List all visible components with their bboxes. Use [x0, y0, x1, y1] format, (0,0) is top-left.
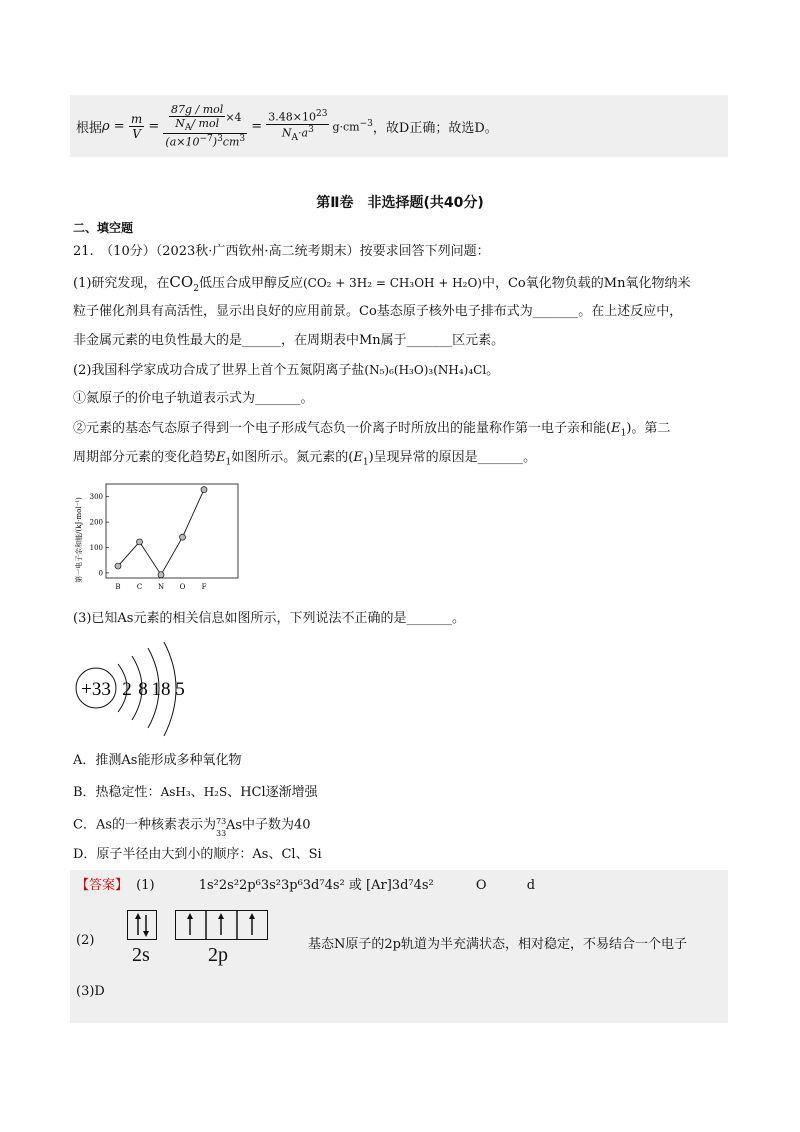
avogadro-per-mol: [169, 117, 225, 133]
x-tick-label: N: [157, 583, 165, 591]
na-symbol: N: [175, 117, 185, 131]
result-numerator: [266, 109, 329, 125]
as-atomic-structure-diagram: [74, 640, 194, 740]
m-over-v: [129, 112, 144, 141]
nuclide-atomic-number: 33: [216, 829, 227, 838]
result-num-exp: 23: [316, 109, 328, 120]
shell-2-count: 8: [138, 679, 148, 700]
e1-symbol-2: E: [216, 450, 226, 465]
main-fraction: [163, 103, 247, 149]
as-nuclide: [216, 814, 242, 836]
data-point: [137, 539, 143, 545]
chart-ylabel: 第一电子亲和能/(kJ·mol⁻¹): [75, 497, 83, 583]
main-numerator: [163, 103, 247, 134]
answer-part1-label: (1): [136, 878, 155, 893]
equals-sign-2: =: [144, 118, 164, 134]
chart-plot-frame: [106, 484, 238, 578]
co-electron-config: 1s²2s²2p⁶3s²3p⁶3d⁷4s²: [198, 878, 345, 893]
main-denominator: [163, 134, 247, 149]
orbital-2s-label: 2s: [132, 944, 150, 966]
density-formula: [76, 97, 498, 155]
y-tick-label: 200: [89, 518, 103, 527]
result-denominator: [266, 125, 329, 143]
den-exp2: 3: [217, 134, 223, 145]
x-tick-label: F: [201, 583, 207, 591]
nuclide-mass-number: 73: [216, 817, 227, 826]
option-c-text-b: 中子数为40: [242, 817, 311, 833]
electron-affinity-chart: [70, 478, 245, 598]
q21-header: 21. （10分）（2023秋·广西钦州·高二统考期末）按要求回答下列问题：: [73, 244, 490, 259]
q1-line1: [73, 272, 733, 299]
result-den-exp: 3: [308, 124, 314, 135]
option-a: A．推测As能形成多种氧化物: [73, 753, 242, 768]
q2-text-b: 。: [486, 363, 500, 378]
nuclide-symbol: As: [226, 818, 243, 833]
q1-text-b: 低压合成甲醇反应: [198, 276, 303, 291]
den-unit: cm: [222, 135, 240, 149]
answer-d-block: d: [526, 878, 536, 893]
volume-expr: (a×10: [165, 135, 200, 149]
e1-symbol-3: E: [353, 450, 363, 465]
y-tick-label: 300: [89, 493, 103, 502]
answer-part3: (3)D: [76, 984, 105, 999]
shell-1-count: 2: [122, 679, 132, 700]
per-mol: / mol: [191, 117, 220, 131]
rho-symbol: ρ: [102, 118, 110, 134]
q2-sub3: [73, 448, 733, 473]
result-num: 3.48×10: [268, 110, 317, 124]
shell-3-count: 18: [151, 679, 171, 700]
q2-sub3-text-c: )呈现异常的原因是_______。: [368, 450, 537, 465]
den-rest: ): [212, 135, 218, 149]
option-b-text-a: B．热稳定性：: [73, 785, 161, 800]
co-electron-config-short: [Ar]3d⁷4s²: [366, 878, 434, 893]
answer-oxygen: O: [475, 878, 487, 893]
equals-sign-3: =: [247, 118, 267, 134]
option-d: D．原子半径由大到小的顺序：As、Cl、Si: [73, 847, 322, 862]
v-symbol: V: [132, 126, 141, 141]
option-c-text-a: C．As的一种核素表示为: [73, 817, 217, 833]
co2-formula: [169, 273, 199, 294]
q1-line3: 非金属元素的电负性最大的是______，在周期表中Mn属于_______区元素。: [73, 333, 505, 348]
q2-sub2: [73, 419, 733, 444]
m-symbol: m: [130, 111, 143, 126]
answer-part2-label: (2): [76, 933, 95, 948]
orbital-2p-label: 2p: [208, 944, 228, 966]
co2-text: CO: [169, 273, 194, 291]
option-b-text-b: 、HCl逐渐增强: [227, 785, 318, 800]
y-tick-label: 100: [89, 544, 103, 553]
na-sub: A: [184, 123, 192, 134]
answer-or: 或: [348, 878, 362, 893]
unit-exp: −3: [359, 118, 373, 129]
result-den-sub: A: [291, 132, 299, 143]
data-point: [158, 572, 164, 578]
e1-sub-3: 1: [362, 457, 369, 468]
x-tick-label: C: [136, 583, 143, 591]
data-point: [201, 487, 207, 493]
co2-sub: 2: [193, 284, 199, 294]
answer-line1: [76, 876, 535, 896]
q3-line: (3)已知As元素的相关信息如图所示，下列说法不正确的是_______。: [73, 611, 465, 626]
e1-symbol: E: [611, 421, 621, 436]
inner-fraction: [169, 103, 225, 133]
shell-4-count: 5: [175, 679, 185, 700]
den-unit-exp: 3: [239, 134, 246, 145]
result-fraction: [266, 109, 329, 143]
q1-text-c: 中，Co氧化物负载的Mn氧化物纳米: [481, 276, 691, 291]
x-tick-label: O: [179, 583, 186, 591]
pentazolate-salt-formula: (N₅)₆(H₃O)₃(NH₄)₄Cl: [364, 363, 487, 377]
option-b: [73, 782, 733, 803]
methanol-reaction: (CO₂ + 3H₂ = CH₃OH + H₂O): [302, 276, 482, 290]
molar-mass: 87g / mol: [171, 103, 224, 117]
formula-prefix: 根据: [76, 120, 103, 136]
q2-sub1: ①氮原子的价电子轨道表示式为_______。: [73, 391, 314, 406]
den-exp: −7: [199, 134, 213, 145]
option-b-sep: 、: [190, 785, 204, 800]
x-tick-label: B: [115, 583, 121, 591]
q2-sub3-text-b: 如图所示。氮元素的(: [231, 450, 354, 465]
y-tick-label: 0: [98, 569, 103, 578]
formula-tail: ，故D正确；故选D。: [372, 120, 498, 136]
option-c: [73, 814, 733, 836]
ash3-formula: AsH₃: [160, 785, 191, 799]
equals-sign: =: [109, 118, 129, 134]
paired-arrows-icon: [127, 910, 157, 940]
q2-sub3-text-a: 周期部分元素的变化趋势: [73, 450, 217, 465]
e1-sub: 1: [620, 428, 627, 439]
e1-sub-2: 1: [225, 457, 232, 468]
q2-sub2-text-b: )。第二: [626, 421, 671, 436]
density-unit: [332, 119, 372, 134]
data-point: [115, 563, 121, 569]
result-den-rest: ·a: [298, 126, 309, 140]
subsection-heading: 二、填空题: [73, 221, 134, 235]
q1-text-a: (1)研究发现，在: [73, 276, 170, 291]
answer-part2-reason: 基态N原子的2p轨道为半充满状态，相对稳定，不易结合一个电子: [308, 937, 687, 952]
answer-tag: 【答案】: [76, 878, 129, 893]
q2-sub2-text-a: ②元素的基态气态原子得到一个电子形成气态负一价离子时所放出的能量称作第一电子亲和能(: [73, 421, 612, 436]
unpaired-arrows-icon: [175, 910, 268, 940]
h2s-formula: H₂S: [203, 785, 228, 799]
unit-text: g·cm: [332, 120, 360, 134]
q1-line2: 粒子催化剂具有高活性，显示出良好的应用前景。Co基态原子核外电子排布式为_______。在上述反应中，: [73, 304, 683, 319]
nucleus-charge: +33: [81, 679, 111, 700]
data-point: [180, 534, 186, 540]
section-title: 第Ⅱ卷 非选择题(共40分): [316, 195, 484, 211]
q2-text-a: (2)我国科学家成功合成了世界上首个五氮阴离子盐: [73, 363, 365, 378]
q2-line1: [73, 360, 733, 381]
chart-series-line: [118, 490, 204, 575]
result-den: N: [281, 126, 292, 140]
times-four: ×4: [225, 111, 242, 125]
